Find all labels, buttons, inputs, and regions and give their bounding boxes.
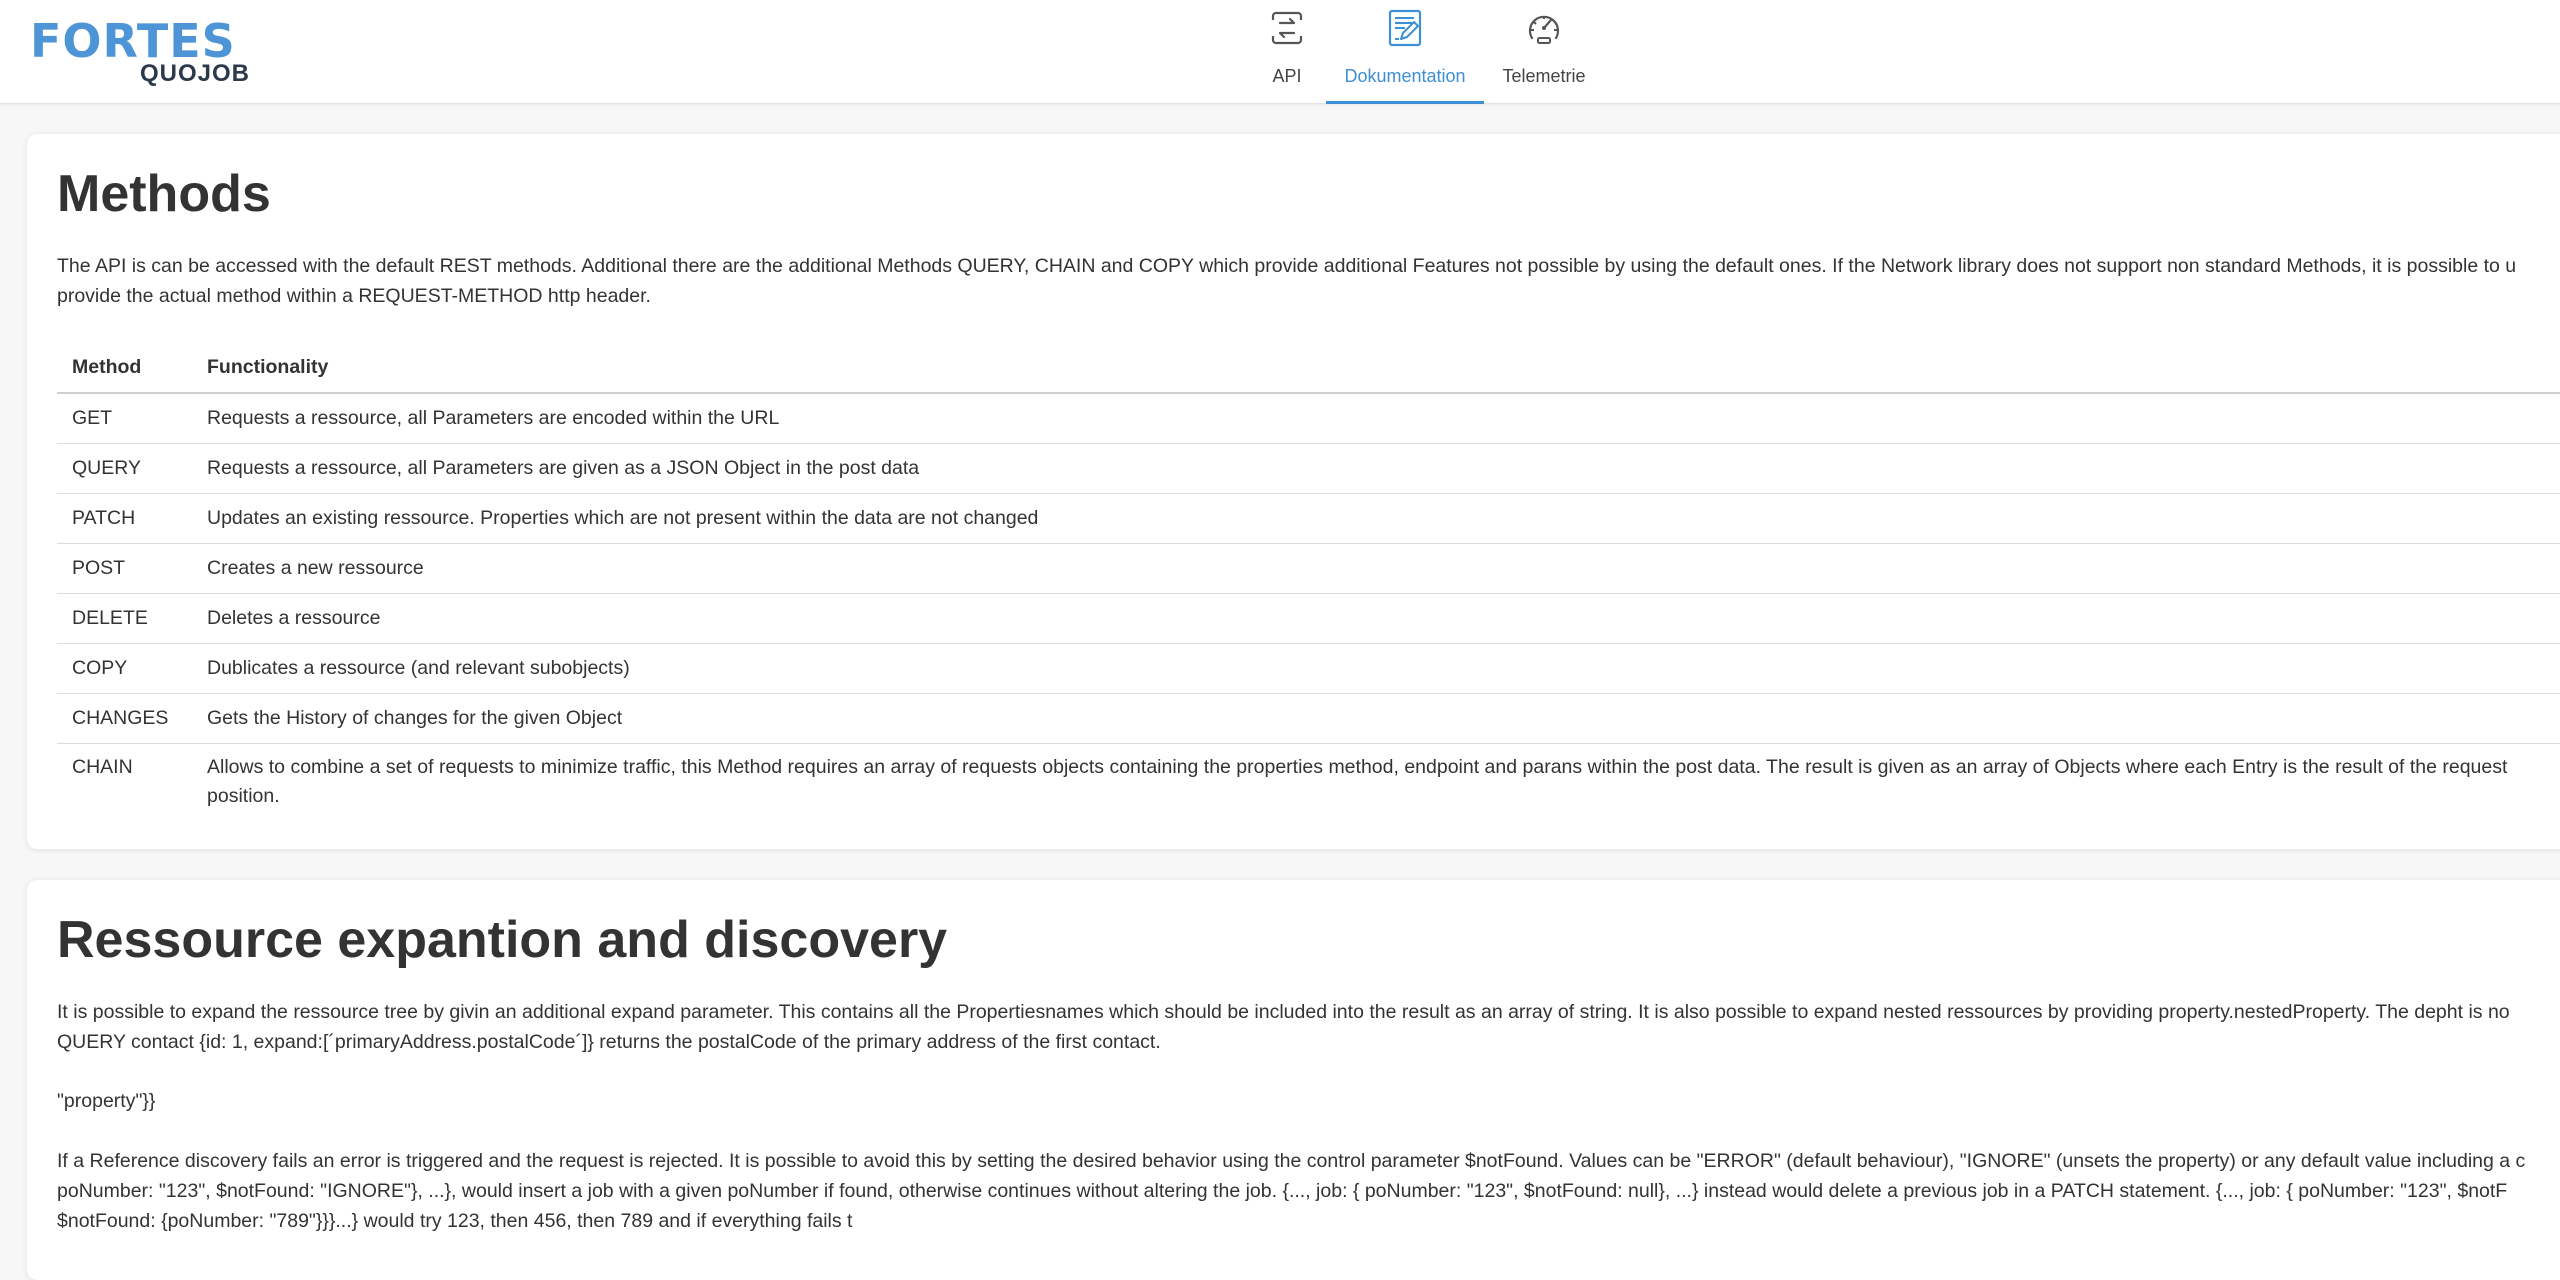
table-row — [57, 494, 2560, 544]
table-row — [57, 393, 2560, 444]
methods-table — [57, 342, 2560, 819]
methods-intro-line1: The API is can be accessed with the default REST methods. Additional there are the additional Methods QUERY, CHAIN and COPY which provide additional Features not possible by using the default ones. If the Network library does not support non standard Methods, it is possible to u — [57, 255, 2517, 277]
table-row — [57, 444, 2560, 494]
document-edit-icon — [1385, 8, 1425, 48]
method-cell: DELETE — [57, 594, 192, 644]
functionality-line2: position. — [207, 785, 280, 807]
expansion-p1-line1: It is possible to expand the ressource tree by givin an additional expand parameter. This contains all the Propertiesnames which should be included into the result as an array of string. It is also possible to expand nested ressources by providing property.nestedProperty. The depht is no — [57, 1001, 2510, 1023]
fortes-quojob-logo[interactable] — [30, 14, 270, 88]
logo-product-text: QUOJOB — [140, 60, 251, 87]
methods-card — [27, 134, 2560, 849]
expansion-title: Ressource expantion and discovery — [57, 911, 948, 969]
functionality-cell: Requests a ressource, all Parameters are given as a JSON Object in the post data — [192, 444, 2560, 494]
functionality-cell — [192, 744, 2560, 820]
tab-telemetrie-label: Telemetrie — [1502, 66, 1586, 86]
expansion-p3-line1: If a Reference discovery fails an error is triggered and the request is rejected. It is possible to avoid this by setting the desired behavior using the control parameter $notFound. Values can be "ERROR" (default behaviour), "IGNORE" (unsets the property) or any default value including a c — [57, 1150, 2526, 1172]
expansion-card — [27, 880, 2560, 1280]
table-row — [57, 744, 2560, 820]
expansion-p3-line2: poNumber: "123", $notFound: "IGNORE"}, ...}, would insert a job with a given poNumber if found, otherwise continues without altering the job. {..., job: { poNumber: "123", $notFound: null}, ...} instead would delete a previous job in a PATCH statement. {..., job: { poNumber: "123", $notF — [57, 1180, 2508, 1202]
table-row — [57, 644, 2560, 694]
method-cell: COPY — [57, 644, 192, 694]
api-exchange-icon — [1267, 8, 1307, 48]
functionality-cell: Creates a new ressource — [192, 544, 2560, 594]
expansion-p3-line3: $notFound: {poNumber: "789"}}}...} would try 123, then 456, then 789 and if everything fails t — [57, 1210, 853, 1232]
method-cell: POST — [57, 544, 192, 594]
expansion-p1-line2: QUERY contact {id: 1, expand:[´primaryAddress.postalCode´]} returns the postalCode of the primary address of the first contact. — [57, 1031, 1161, 1053]
functionality-line1: Allows to combine a set of requests to minimize traffic, this Method requires an array of requests objects containing the properties method, endpoint and parans within the post data. The result is given as an array of Objects where each Entry is the result of the request — [207, 756, 2508, 778]
logo-brand-text: FORTES — [30, 14, 236, 68]
top-navigation-bar — [0, 0, 2560, 104]
tab-dokumentation-label: Dokumentation — [1344, 66, 1466, 86]
table-row — [57, 544, 2560, 594]
method-cell: GET — [57, 393, 192, 444]
tab-telemetrie[interactable] — [1484, 0, 1604, 103]
methods-title: Methods — [57, 165, 271, 223]
main-tabs — [1248, 0, 1604, 103]
functionality-cell: Deletes a ressource — [192, 594, 2560, 644]
method-cell: CHANGES — [57, 694, 192, 744]
functionality-cell: Gets the History of changes for the given Object — [192, 694, 2560, 744]
expansion-p2: "property"}} — [57, 1090, 156, 1112]
method-cell: PATCH — [57, 494, 192, 544]
method-cell: CHAIN — [72, 756, 133, 778]
functionality-cell: Updates an existing ressource. Properties which are not present within the data are not changed — [192, 494, 2560, 544]
speedometer-icon — [1524, 8, 1564, 48]
tab-api-label: API — [1272, 66, 1302, 86]
functionality-cell: Dublicates a ressource (and relevant subobjects) — [192, 644, 2560, 694]
tab-dokumentation[interactable] — [1326, 0, 1484, 103]
column-header-method: Method — [57, 342, 192, 393]
methods-intro-line2: provide the actual method within a REQUEST-METHOD http header. — [57, 285, 651, 307]
functionality-cell: Requests a ressource, all Parameters are encoded within the URL — [192, 393, 2560, 444]
method-cell: QUERY — [57, 444, 192, 494]
tab-api[interactable] — [1248, 0, 1326, 103]
table-row — [57, 694, 2560, 744]
table-row — [57, 594, 2560, 644]
table-header-row — [57, 342, 2560, 393]
column-header-functionality: Functionality — [192, 342, 2560, 393]
